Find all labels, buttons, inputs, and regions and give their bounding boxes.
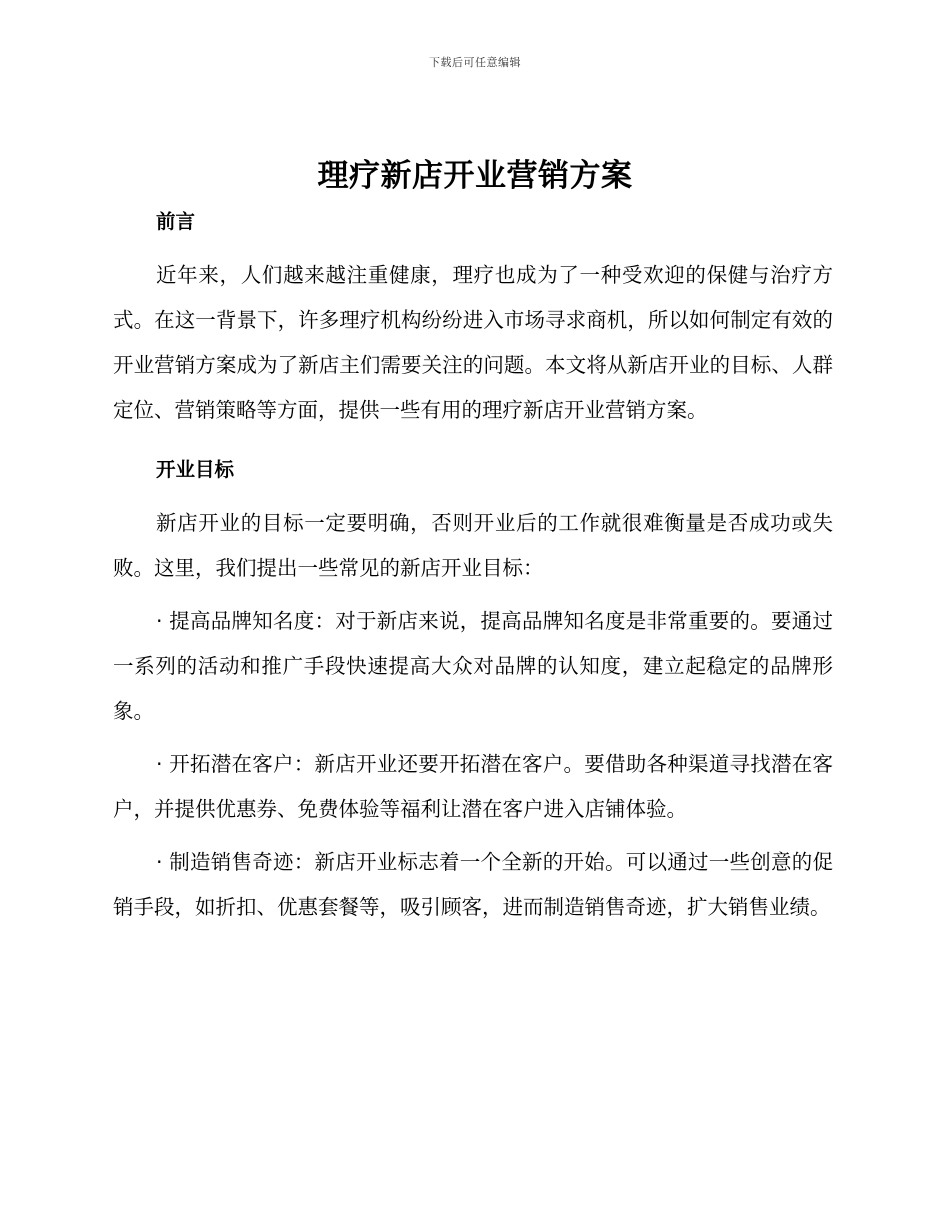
preface-paragraph: 近年来，人们越来越注重健康，理疗也成为了一种受欢迎的保健与治疗方式。在这一背景下，许多理疗机构纷纷进入市场寻求商机，所以如何制定有效的开业营销方案成为了新店主们需要关注的问题。本文将从新店开业的目标、人群定位、营销策略等方面，提供一些有用的理疗新店开业营销方案。 [113,263,833,422]
document-title: 理疗新店开业营销方案 [317,158,633,194]
goal-item-sales-miracle: · 制造销售奇迹：新店开业标志着一个全新的开始。可以通过一些创意的促销手段，如折扣、优惠套餐等，吸引顾客，进而制造销售奇迹，扩大销售业绩。 [113,850,833,919]
goal-item-brand-awareness: · 提高品牌知名度：对于新店来说，提高品牌知名度是非常重要的。要通过一系列的活动和推广手段快速提高大众对品牌的认知度，建立起稳定的品牌形象。 [113,609,833,723]
goal-item-potential-customers: · 开拓潜在客户：新店开业还要开拓潜在客户。要借助各种渠道寻找潜在客户，并提供优惠券、免费体验等福利让潜在客户进入店铺体验。 [113,752,833,821]
goals-intro-paragraph: 新店开业的目标一定要明确，否则开业后的工作就很难衡量是否成功或失败。这里，我们提出一些常见的新店开业目标： [113,511,833,580]
section-heading-preface: 前言 [156,210,196,233]
document-body [113,205,833,930]
section-heading-opening-goals: 开业目标 [156,458,235,481]
header-note: 下载后可任意编辑 [429,56,521,69]
